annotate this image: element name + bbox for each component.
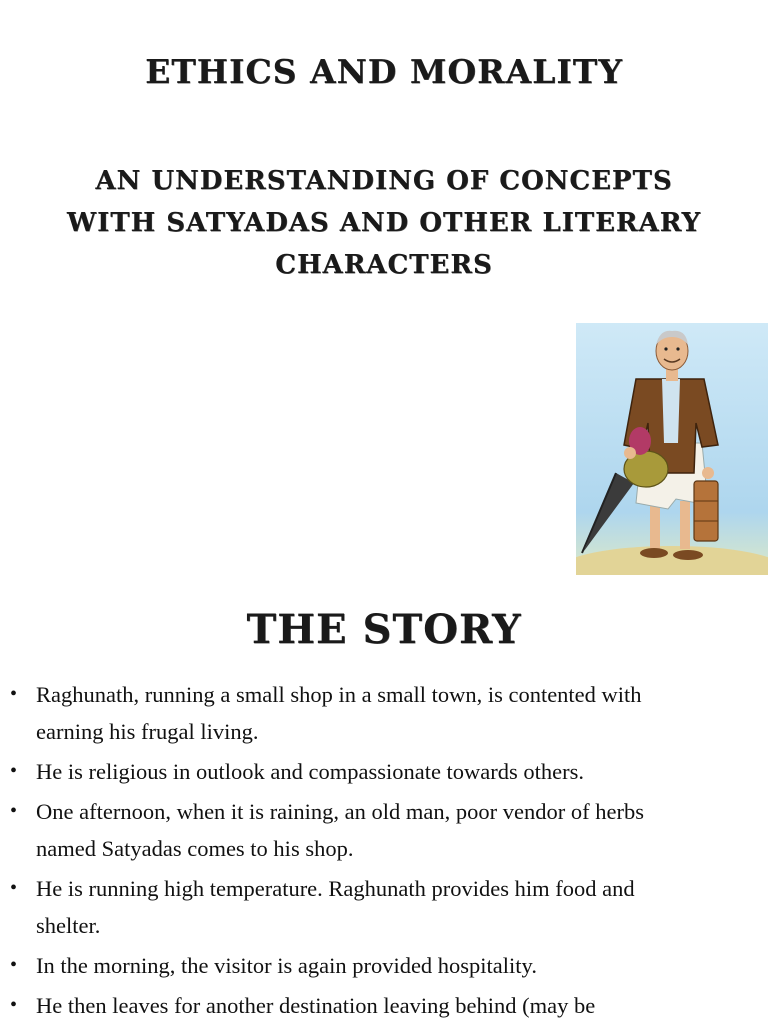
list-item [0, 987, 768, 1024]
list-item [0, 870, 768, 944]
section-heading: THE STORY [246, 606, 522, 653]
list-item [0, 676, 768, 750]
bullet-icon: • [10, 877, 18, 899]
list-item [0, 793, 768, 867]
bullet-text: He is running high temperature. Raghunath provides him food and shelter. [36, 876, 635, 938]
list-item [0, 753, 768, 790]
slide-title: ETHICS AND MORALITY [145, 52, 623, 91]
bullet-icon: • [10, 760, 18, 782]
bullet-text: One afternoon, when it is raining, an old man, poor vendor of herbs named Satyadas comes to his shop. [36, 799, 644, 861]
bullet-text: He is religious in outlook and compassionate towards others. [36, 759, 585, 784]
slide-subtitle: AN UNDERSTANDING OF CONCEPTS WITH SATYADAS AND OTHER LITERARY CHARACTERS [66, 166, 702, 280]
bullet-text: In the morning, the visitor is again provided hospitality. [36, 953, 537, 978]
story-bullet-list [0, 676, 768, 1024]
old-vendor-illustration-icon [576, 323, 768, 575]
bullet-icon: • [10, 800, 18, 822]
bullet-text: He then leaves for another destination leaving behind (may be [36, 993, 596, 1018]
bullet-icon: • [10, 954, 18, 976]
bullet-icon: • [10, 683, 18, 705]
bullet-icon: • [10, 994, 18, 1016]
list-item [0, 947, 768, 984]
bullet-text: Raghunath, running a small shop in a small town, is contented with earning his frugal living. [36, 682, 642, 744]
